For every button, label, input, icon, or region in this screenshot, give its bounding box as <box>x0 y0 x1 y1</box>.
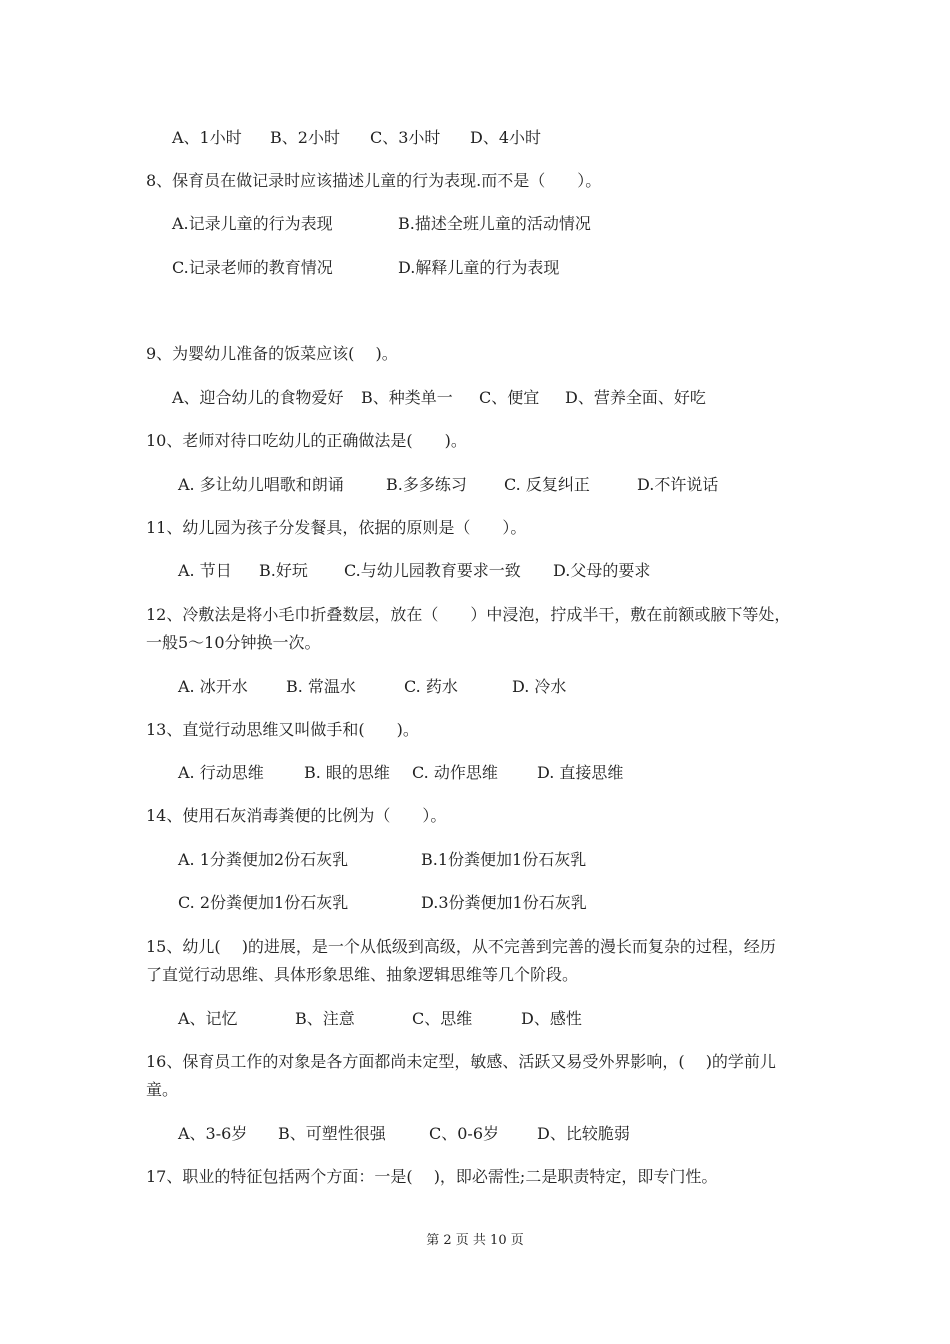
q15-option-a: A、记忆 <box>178 1009 238 1028</box>
q14-option-d: D.3份粪便加1份石灰乳 <box>421 893 587 912</box>
q11-option-c: C.与幼儿园教育要求一致 <box>344 561 521 580</box>
q16-stem-line2: 童。 <box>146 1080 179 1099</box>
q8-option-c: C.记录老师的教育情况 <box>172 258 333 277</box>
q12-stem-line1: 12、冷敷法是将小毛巾折叠数层，放在（ ）中浸泡，拧成半干，敷在前额或腋下等处， <box>146 605 791 624</box>
q12-stem-line2: 一般5～10分钟换一次。 <box>146 633 321 652</box>
q13-stem: 13、直觉行动思维又叫做手和( )。 <box>146 720 419 739</box>
q8-option-d: D.解释儿童的行为表现 <box>398 258 560 277</box>
q16-option-d: D、比较脆弱 <box>537 1124 630 1143</box>
q7-option-a: A、1小时 <box>172 128 242 147</box>
q14-option-b: B.1份粪便加1份石灰乳 <box>421 850 587 869</box>
q11-option-d: D.父母的要求 <box>553 561 651 580</box>
q9-stem: 9、为婴幼儿准备的饭菜应该( )。 <box>146 344 398 363</box>
q13-option-c: C. 动作思维 <box>412 763 498 782</box>
q9-option-d: D、营养全面、好吃 <box>565 388 706 407</box>
q7-option-c: C、3小时 <box>370 128 441 147</box>
q12-option-d: D. 冷水 <box>512 677 567 696</box>
q15-option-b: B、注意 <box>295 1009 355 1028</box>
q12-option-c: C. 药水 <box>404 677 458 696</box>
q11-stem: 11、幼儿园为孩子分发餐具，依据的原则是（ ）。 <box>146 518 527 537</box>
q10-option-d: D.不许说话 <box>637 475 719 494</box>
q14-stem: 14、使用石灰消毒粪便的比例为（ ）。 <box>146 806 447 825</box>
q10-stem: 10、老师对待口吃幼儿的正确做法是( )。 <box>146 431 467 450</box>
q8-option-a: A.记录儿童的行为表现 <box>172 214 333 233</box>
q15-option-d: D、感性 <box>521 1009 582 1028</box>
q11-option-b: B.好玩 <box>259 561 308 580</box>
q9-option-b: B、种类单一 <box>361 388 453 407</box>
q13-option-b: B. 眼的思维 <box>304 763 390 782</box>
q16-stem-line1: 16、保育员工作的对象是各方面都尚未定型，敏感、活跃又易受外界影响，( )的学前儿 <box>146 1052 776 1071</box>
q8-stem: 8、保育员在做记录时应该描述儿童的行为表现.而不是（ ）。 <box>146 171 602 190</box>
q16-option-b: B、可塑性很强 <box>278 1124 386 1143</box>
q13-option-a: A. 行动思维 <box>178 763 264 782</box>
q15-option-c: C、思维 <box>412 1009 473 1028</box>
q8-option-b: B.描述全班儿童的活动情况 <box>398 214 591 233</box>
q16-option-c: C、0-6岁 <box>429 1124 500 1143</box>
q15-stem-line1: 15、幼儿( )的进展，是一个从低级到高级，从不完善到完善的漫长而复杂的过程，经历 <box>146 937 776 956</box>
page-footer: 第 2 页 共 10 页 <box>426 1233 524 1248</box>
q12-option-b: B. 常温水 <box>286 677 356 696</box>
q10-option-c: C. 反复纠正 <box>504 475 590 494</box>
q14-option-c: C. 2份粪便加1份石灰乳 <box>178 893 349 912</box>
q7-option-d: D、4小时 <box>470 128 542 147</box>
q10-option-a: A. 多让幼儿唱歌和朗诵 <box>178 475 344 494</box>
q11-option-a: A. 节日 <box>178 561 232 580</box>
q7-option-b: B、2小时 <box>270 128 340 147</box>
q9-option-a: A、迎合幼儿的食物爱好 <box>172 388 344 407</box>
q12-option-a: A. 冰开水 <box>178 677 248 696</box>
q16-option-a: A、3-6岁 <box>178 1124 248 1143</box>
q14-option-a: A. 1分粪便加2份石灰乳 <box>178 850 349 869</box>
q10-option-b: B.多多练习 <box>386 475 467 494</box>
q17-stem: 17、职业的特征包括两个方面：一是( )，即必需性;二是职责特定，即专门性。 <box>146 1167 718 1186</box>
q15-stem-line2: 了直觉行动思维、具体形象思维、抽象逻辑思维等几个阶段。 <box>146 965 579 984</box>
q9-option-c: C、便宜 <box>479 388 540 407</box>
q13-option-d: D. 直接思维 <box>537 763 624 782</box>
